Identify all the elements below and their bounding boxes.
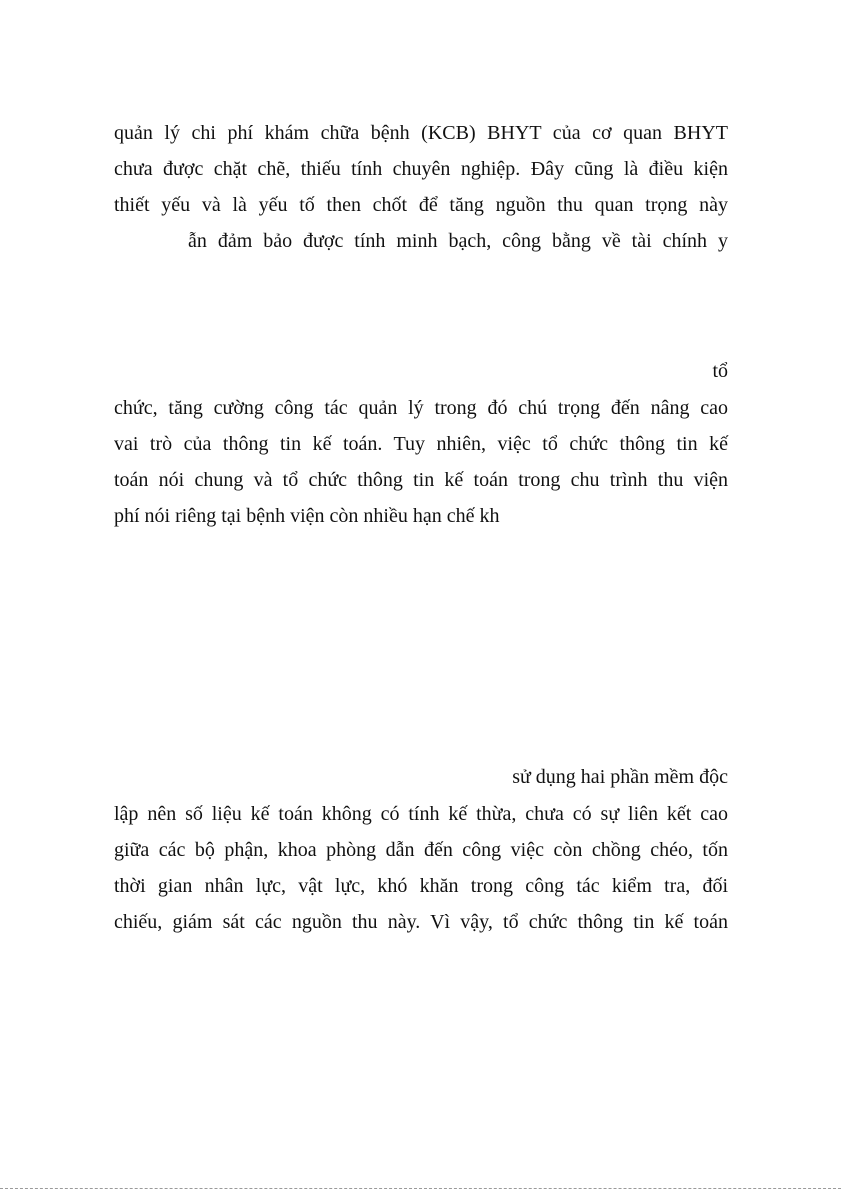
text-line: lập nên số liệu kế toán không có tính kế thừa, chưa có sự liên kết cao bbox=[114, 803, 728, 825]
text-line: chức, tăng cường công tác quản lý trong đó chú trọng đến nâng cao bbox=[114, 397, 728, 419]
text-line: giữa các bộ phận, khoa phòng dẫn đến công việc còn chồng chéo, tốn bbox=[114, 839, 728, 861]
text-line: chiếu, giám sát các nguồn thu này. Vì vậy, tổ chức thông tin kế toán bbox=[114, 911, 728, 933]
text-line: chưa được chặt chẽ, thiếu tính chuyên nghiệp. Đây cũng là điều kiện bbox=[114, 158, 728, 180]
text-line: thời gian nhân lực, vật lực, khó khăn trong công tác kiểm tra, đối bbox=[114, 875, 728, 897]
text-line: vai trò của thông tin kế toán. Tuy nhiên, việc tổ chức thông tin kế bbox=[114, 433, 728, 455]
text-line: tổ bbox=[712, 360, 728, 382]
text-line: thiết yếu và là yếu tố then chốt để tăng nguồn thu quan trọng này bbox=[114, 194, 728, 216]
text-line: phí nói riêng tại bệnh viện còn nhiều hạn chế kh bbox=[114, 505, 500, 527]
text-line: toán nói chung và tổ chức thông tin kế toán trong chu trình thu viện bbox=[114, 469, 728, 491]
page-bottom-rule bbox=[0, 1188, 841, 1189]
text-line: ẫn đảm bảo được tính minh bạch, công bằng về tài chính y bbox=[188, 230, 728, 252]
text-line: sử dụng hai phần mềm độc bbox=[512, 766, 728, 788]
text-line: quản lý chi phí khám chữa bệnh (KCB) BHYT của cơ quan BHYT bbox=[114, 122, 728, 144]
